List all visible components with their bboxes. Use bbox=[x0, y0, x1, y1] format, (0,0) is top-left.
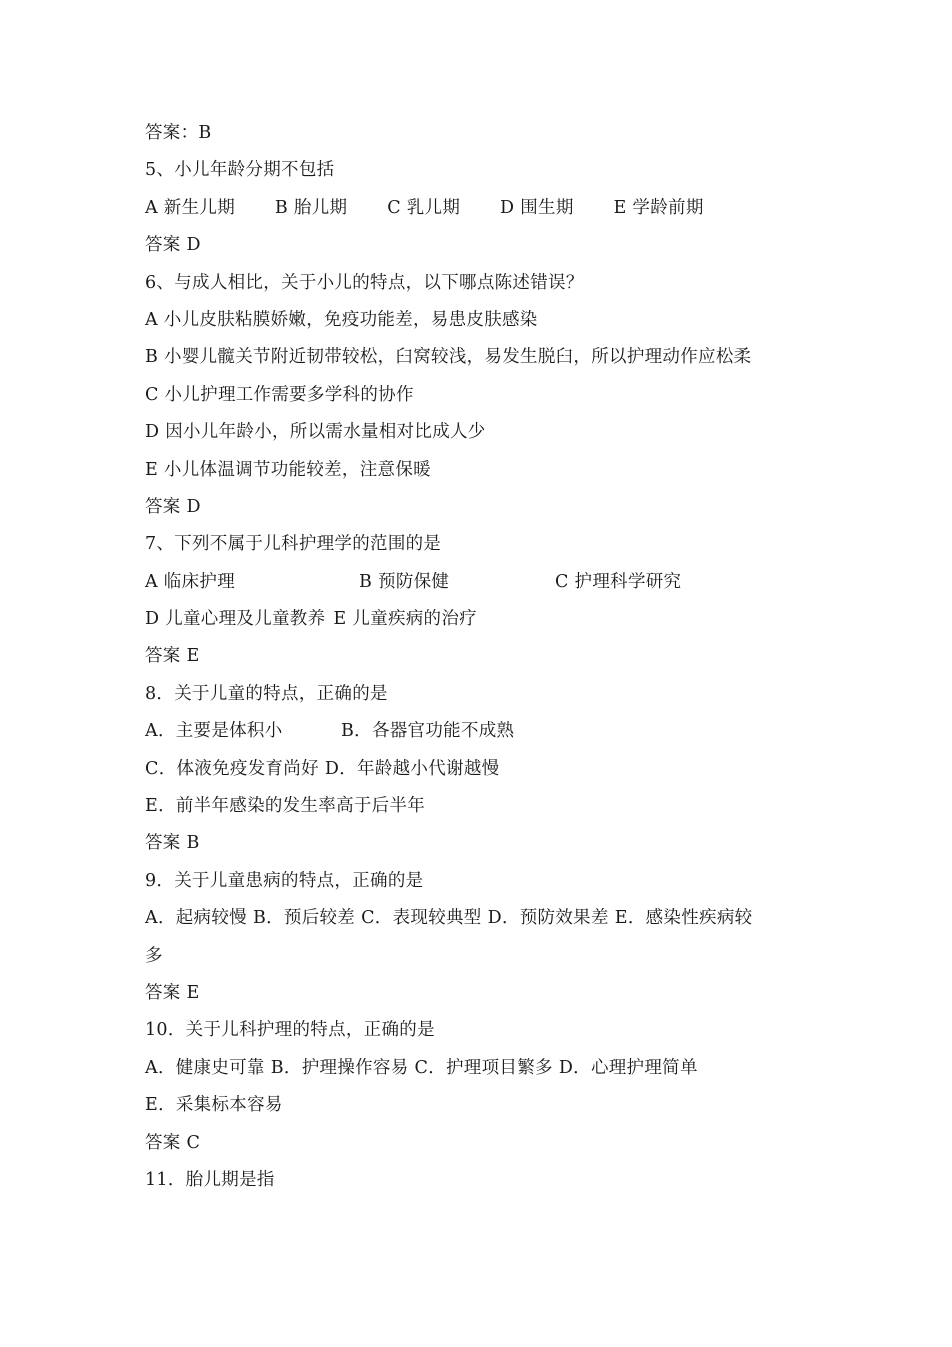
option-b: B 小婴儿髋关节附近韧带较松，臼窝较浅，易发生脱臼，所以护理动作应松柔 bbox=[145, 347, 752, 368]
option-e: E 小儿体温调节功能较差，注意保暖 bbox=[145, 459, 431, 480]
option-d: D 儿童心理及儿童教养 bbox=[145, 609, 326, 630]
question-9-options-row1 bbox=[145, 900, 825, 937]
option-e: E 儿童疾病的治疗 bbox=[333, 609, 477, 630]
answer-line: 答案 E bbox=[145, 646, 200, 667]
option-c: C 小儿护理工作需要多学科的协作 bbox=[145, 384, 414, 405]
option-d: D．心理护理简单 bbox=[558, 1057, 698, 1078]
question-6: 6、与成人相比，关于小儿的特点，以下哪点陈述错误？ bbox=[145, 272, 584, 293]
question-11: 11．胎儿期是指 bbox=[145, 1169, 275, 1190]
option-b: B．护理操作容易 bbox=[270, 1057, 409, 1078]
option-e-continued: 多 bbox=[145, 945, 163, 966]
answer-line: 答案 B bbox=[145, 833, 200, 854]
option-d: D 围生期 bbox=[500, 197, 574, 218]
option-b: B．预后较差 bbox=[252, 908, 356, 929]
question-5: 5、小儿年龄分期不包括 bbox=[145, 160, 335, 181]
question-8-options-row2 bbox=[145, 751, 825, 788]
option-c: C．体液免疫发育尚好 bbox=[145, 758, 319, 779]
option-a: A 临床护理 bbox=[145, 571, 236, 592]
option-a: A．健康史可靠 bbox=[145, 1057, 265, 1078]
option-b: B 预防保健 bbox=[359, 571, 450, 592]
option-d: D．年龄越小代谢越慢 bbox=[324, 758, 500, 779]
option-d: D 因小儿年龄小，所以需水量相对比成人少 bbox=[145, 422, 486, 443]
question-9: 9．关于儿童患病的特点，正确的是 bbox=[145, 870, 424, 891]
option-c: C 护理科学研究 bbox=[555, 571, 682, 592]
question-7-options-row1 bbox=[145, 564, 825, 601]
option-c: C．表现较典型 bbox=[361, 908, 482, 929]
option-a: A．主要是体积小 bbox=[145, 721, 283, 742]
question-list bbox=[145, 115, 825, 1199]
option-d: D．预防效果差 bbox=[487, 908, 609, 929]
option-e: E．采集标本容易 bbox=[145, 1095, 283, 1116]
option-c: C 乳儿期 bbox=[387, 197, 461, 218]
question-5-options bbox=[145, 190, 825, 227]
option-a: A．起病较慢 bbox=[145, 908, 247, 929]
question-8-options-row1 bbox=[145, 713, 825, 750]
option-e: E．前半年感染的发生率高于后半年 bbox=[145, 796, 426, 817]
question-10: 10．关于儿科护理的特点，正确的是 bbox=[145, 1020, 435, 1041]
option-c: C．护理项目繁多 bbox=[414, 1057, 553, 1078]
answer-line: 答案 E bbox=[145, 982, 200, 1003]
answer-line: 答案 D bbox=[145, 235, 201, 256]
option-b: B．各器官功能不成熟 bbox=[341, 721, 515, 742]
question-10-options-row1 bbox=[145, 1050, 825, 1087]
option-e: E．感染性疾病较 bbox=[614, 908, 753, 929]
answer-line: 答案：B bbox=[145, 123, 212, 143]
question-7-options-row2 bbox=[145, 601, 825, 638]
answer-line: 答案 C bbox=[145, 1132, 201, 1153]
option-e: E 学龄前期 bbox=[613, 197, 704, 218]
option-b: B 胎儿期 bbox=[274, 197, 348, 218]
option-a: A 新生儿期 bbox=[145, 197, 236, 218]
question-8: 8．关于儿童的特点，正确的是 bbox=[145, 683, 388, 704]
option-a: A 小儿皮肤粘膜娇嫩，免疫功能差，易患皮肤感染 bbox=[145, 309, 538, 330]
question-7: 7、下列不属于儿科护理学的范围的是 bbox=[145, 534, 442, 555]
answer-line: 答案 D bbox=[145, 496, 201, 517]
